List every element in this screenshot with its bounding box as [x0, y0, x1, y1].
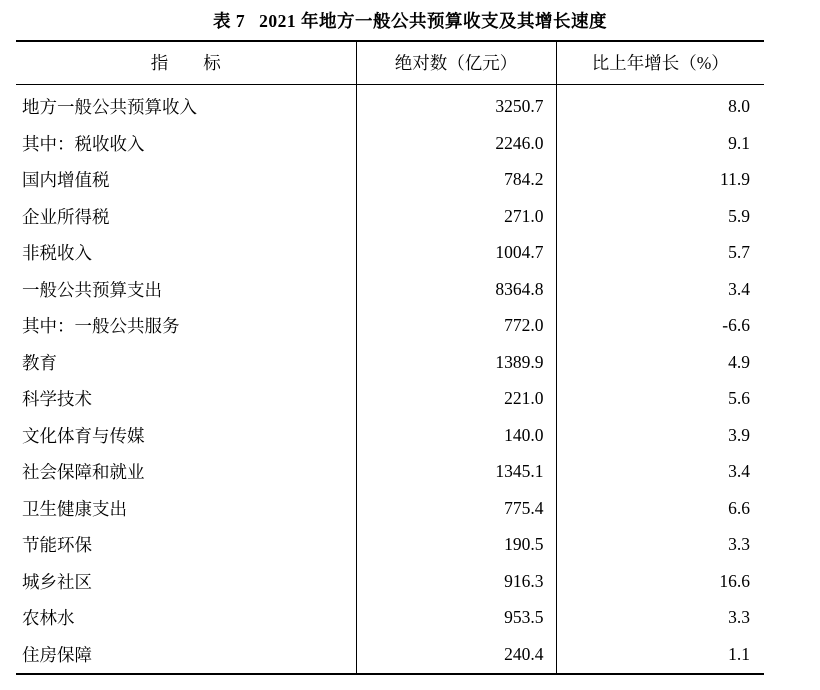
row-label: 其中：税收收入 — [22, 133, 145, 154]
row-absolute-value: 271.0 — [356, 198, 556, 235]
row-label: 社会保障和就业 — [22, 462, 145, 482]
row-absolute-value: 916.3 — [356, 563, 556, 600]
row-growth-value: 3.3 — [728, 534, 750, 554]
table-title — [0, 0, 820, 40]
row-absolute-value: 3250.7 — [356, 85, 556, 126]
table-row — [16, 308, 764, 345]
table-row — [16, 162, 764, 199]
table-row — [16, 85, 764, 126]
row-absolute-value: 221.0 — [356, 381, 556, 418]
row-absolute-value: 775.4 — [356, 490, 556, 527]
table-bottom-rule — [16, 673, 764, 675]
row-absolute-value: 1345.1 — [356, 454, 556, 491]
row-growth-value: 9.1 — [728, 132, 750, 153]
row-label: 国内增值税 — [22, 170, 110, 190]
table-row — [16, 235, 764, 272]
row-growth-value: 4.9 — [728, 351, 750, 372]
row-label: 其中：一般公共服务 — [22, 316, 180, 336]
table-title-text: 2021 年地方一般公共预算收支及其增长速度 — [259, 11, 607, 31]
row-label: 文化体育与传媒 — [22, 425, 145, 446]
row-growth-value: 8.0 — [728, 96, 750, 116]
table-row — [16, 454, 764, 491]
row-absolute-value: 2246.0 — [356, 125, 556, 162]
table-header — [16, 41, 764, 85]
row-label: 城乡社区 — [22, 571, 92, 592]
table-row — [16, 527, 764, 564]
table-header-row — [16, 41, 764, 85]
budget-table — [16, 40, 764, 673]
row-growth-value: 3.4 — [728, 278, 750, 299]
row-label: 教育 — [22, 352, 57, 373]
row-growth-value: 3.4 — [728, 461, 750, 481]
row-growth-value: 6.6 — [728, 497, 750, 518]
table-row — [16, 490, 764, 527]
row-absolute-value: 190.5 — [356, 527, 556, 564]
table-row — [16, 600, 764, 637]
row-label: 一般公共预算支出 — [22, 279, 162, 300]
table-row — [16, 417, 764, 454]
row-growth-value: 3.3 — [728, 607, 750, 627]
row-growth-value: 1.1 — [728, 643, 750, 664]
row-absolute-value: 8364.8 — [356, 271, 556, 308]
row-absolute-value: 140.0 — [356, 417, 556, 454]
row-absolute-value: 240.4 — [356, 636, 556, 673]
row-label: 卫生健康支出 — [22, 498, 127, 519]
row-growth-value: 16.6 — [719, 570, 750, 591]
table-row — [16, 381, 764, 418]
row-growth-value: -6.6 — [722, 315, 750, 335]
row-growth-value: 3.9 — [728, 424, 750, 445]
table-row — [16, 125, 764, 162]
row-label: 非税收入 — [22, 243, 92, 263]
row-label: 地方一般公共预算收入 — [22, 97, 197, 117]
row-growth-value: 5.9 — [728, 205, 750, 226]
row-absolute-value: 772.0 — [356, 308, 556, 345]
row-absolute-value: 784.2 — [356, 162, 556, 199]
column-header-absolute: 绝对数（亿元） — [356, 41, 556, 85]
row-label: 节能环保 — [22, 535, 92, 555]
row-absolute-value: 1389.9 — [356, 344, 556, 381]
row-label: 农林水 — [22, 608, 75, 628]
column-header-indicator: 指 标 — [16, 41, 356, 85]
row-growth-value: 11.9 — [720, 169, 750, 189]
table-row — [16, 563, 764, 600]
row-absolute-value: 1004.7 — [356, 235, 556, 272]
row-growth-value: 5.7 — [728, 242, 750, 262]
row-label: 住房保障 — [22, 644, 92, 665]
table-body — [16, 85, 764, 673]
table-row — [16, 344, 764, 381]
table-row — [16, 271, 764, 308]
row-label: 科学技术 — [22, 389, 92, 409]
row-label: 企业所得税 — [22, 206, 110, 227]
row-growth-value: 5.6 — [728, 388, 750, 408]
table-row — [16, 198, 764, 235]
table-row — [16, 636, 764, 673]
column-header-growth: 比上年增长（%） — [556, 41, 764, 85]
row-absolute-value: 953.5 — [356, 600, 556, 637]
table-title-number: 表 7 — [213, 11, 246, 31]
